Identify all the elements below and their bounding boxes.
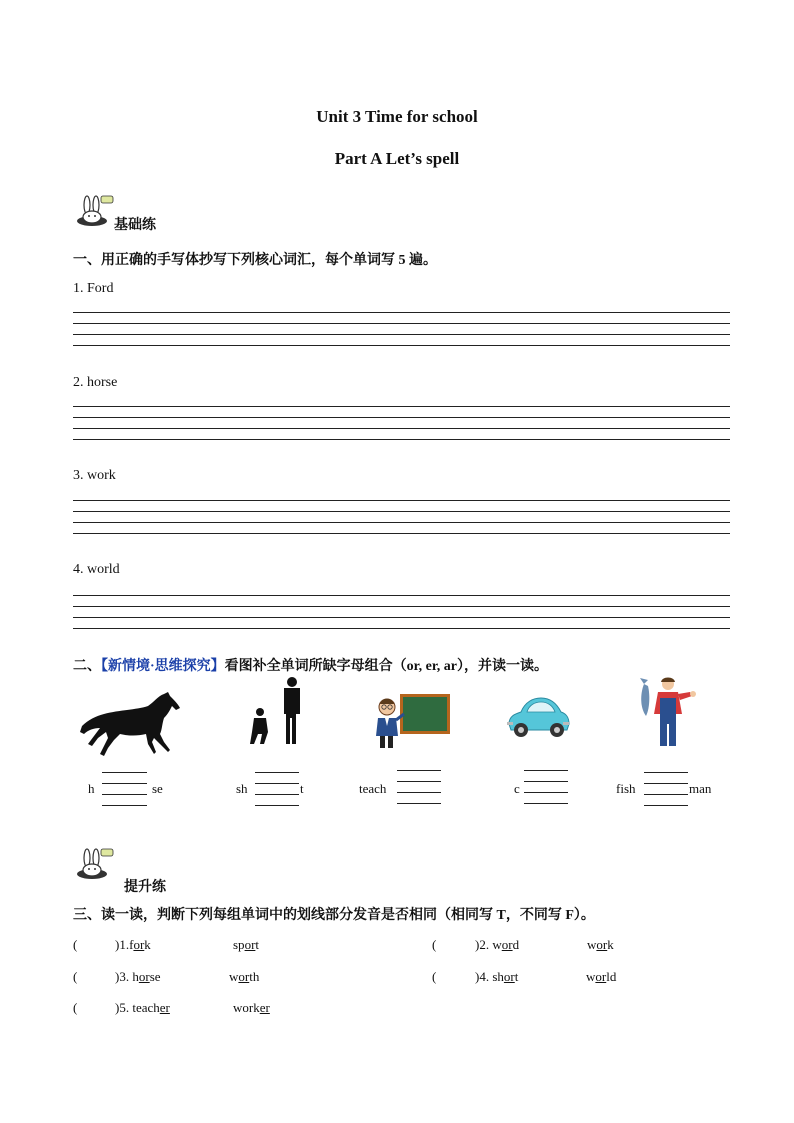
handwriting-lines[interactable]: [73, 312, 730, 345]
fisherman-icon: [636, 674, 698, 748]
fill-item-suffix: se: [152, 781, 163, 796]
question-item: )4. short: [475, 969, 519, 984]
short-tall-people-icon: [246, 676, 306, 746]
fill-item-prefix: fish: [616, 781, 636, 796]
answer-paren[interactable]: (: [73, 969, 78, 984]
compare-word: sport: [233, 937, 260, 952]
page-title: Unit 3 Time for school: [316, 107, 478, 126]
section-label-advanced: 提升练: [124, 880, 166, 895]
copy-word-label: 2. horse: [73, 375, 118, 390]
compare-word: work: [587, 937, 614, 952]
question-item: )5. teacher: [115, 1000, 170, 1015]
compare-word: worker: [233, 1000, 270, 1015]
teacher-blackboard-icon: [374, 692, 452, 750]
answer-paren[interactable]: (: [73, 937, 78, 952]
question-item: )3. horse: [115, 969, 161, 984]
answer-blank[interactable]: [644, 772, 688, 806]
question-3-title: 三、读一读，判断下列每组单词中的划线部分发音是否相同（相同写 T，不同写 F）。: [73, 908, 595, 923]
answer-blank[interactable]: [524, 770, 568, 804]
fill-item-suffix: t: [300, 781, 304, 796]
fill-item-prefix: sh: [236, 781, 248, 796]
fill-item-prefix: h: [88, 781, 95, 796]
fill-item-prefix: c: [514, 781, 520, 796]
bunny-icon: [74, 193, 114, 227]
copy-word-label: 4. world: [73, 562, 120, 577]
answer-paren[interactable]: (: [432, 937, 437, 952]
question-2-prefix: 二、: [73, 659, 101, 674]
horse-silhouette-icon: [78, 690, 182, 758]
question-2-tag: 【新情境·思维探究】: [101, 659, 225, 674]
section-label-basic: 基础练: [114, 218, 156, 233]
compare-word: worth: [229, 969, 260, 984]
question-item: )2. word: [475, 937, 520, 952]
answer-paren[interactable]: (: [432, 969, 437, 984]
compare-word: world: [586, 969, 617, 984]
question-item: )1.fork: [115, 937, 151, 952]
question-1-title: 一、用正确的手写体抄写下列核心词汇，每个单词写 5 遍。: [73, 253, 437, 268]
copy-word-label: 3. work: [73, 468, 116, 483]
answer-blank[interactable]: [102, 772, 147, 806]
answer-paren[interactable]: (: [73, 1000, 78, 1015]
handwriting-lines[interactable]: [73, 500, 730, 533]
handwriting-lines[interactable]: [73, 595, 730, 628]
fill-item-suffix: man: [689, 781, 712, 796]
fill-item-prefix: teach: [359, 781, 387, 796]
question-2-text: 看图补全单词所缺字母组合（or, er, ar），并读一读。: [224, 659, 548, 674]
answer-blank[interactable]: [397, 770, 441, 804]
question-2-title: [73, 655, 548, 675]
car-icon: [505, 694, 571, 740]
handwriting-lines[interactable]: [73, 406, 730, 439]
page-subtitle: Part A Let’s spell: [334, 149, 460, 168]
answer-blank[interactable]: [255, 772, 299, 806]
copy-word-label: 1. Ford: [73, 281, 114, 296]
bunny-icon: [74, 846, 114, 880]
